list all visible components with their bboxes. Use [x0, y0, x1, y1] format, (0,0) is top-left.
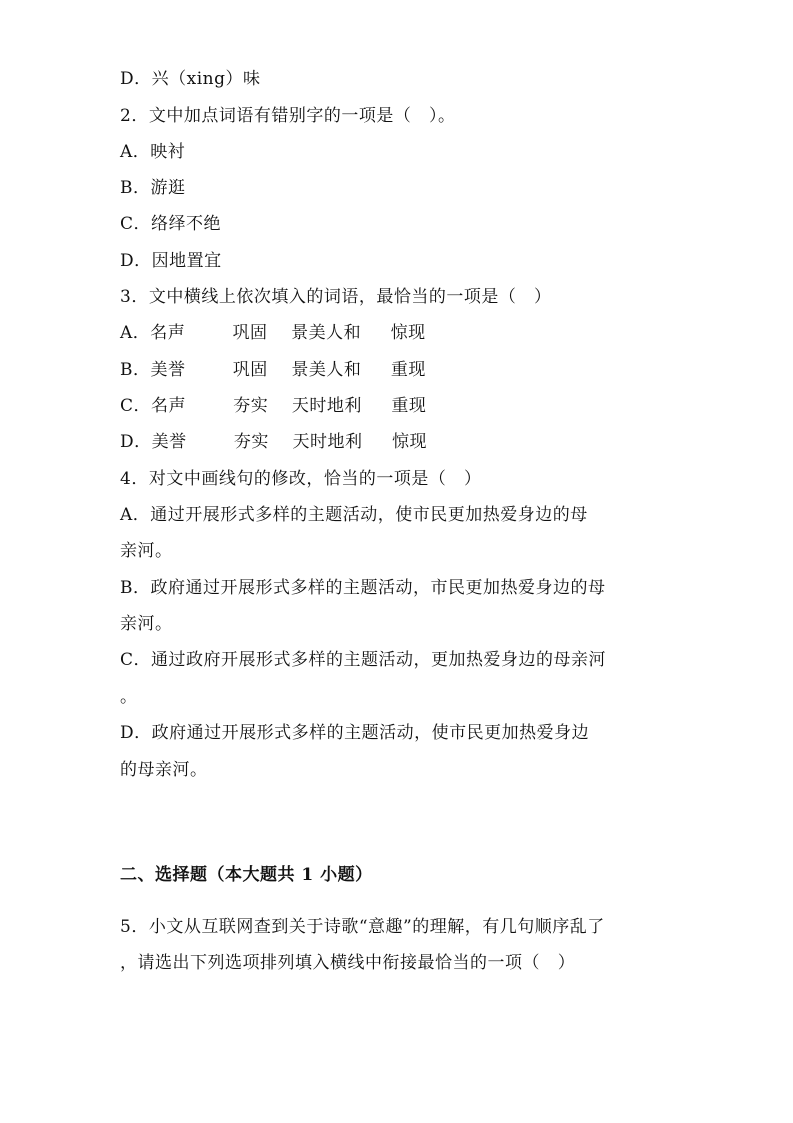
q3-option-b: B．美誉 巩固 景美人和 重现 [120, 360, 426, 380]
q4-option-c-cont: 。 [120, 687, 138, 707]
question-5-stem: 5．小文从互联网查到关于诗歌“意趣”的理解，有几句顺序乱了 [120, 917, 605, 937]
question-5-stem-cont: ，请选出下列选项排列填入横线中衔接最恰当的一项（ ） [120, 953, 576, 973]
q3-option-d: D．美誉 夯实 天时地利 惊现 [120, 432, 427, 452]
section-heading: 二、选择题（本大题共 1 小题） [120, 865, 373, 885]
q4-option-b-cont: 亲河。 [120, 614, 173, 634]
q2-option-b: B．游逛 [120, 178, 186, 198]
q4-option-a-cont: 亲河。 [120, 541, 173, 561]
q4-option-d-cont: 的母亲河。 [120, 760, 208, 780]
question-2-stem: 2．文中加点词语有错别字的一项是（ ）。 [120, 106, 456, 126]
q3-option-a: A．名声 巩固 景美人和 惊现 [120, 323, 426, 343]
q4-option-d: D．政府通过开展形式多样的主题活动，使市民更加热爱身边 [120, 723, 590, 743]
q2-option-d: D．因地置宜 [120, 251, 222, 271]
q2-option-a: A．映衬 [120, 142, 186, 162]
q4-option-b: B．政府通过开展形式多样的主题活动，市民更加热爱身边的母 [120, 578, 606, 598]
q4-option-c: C．通过政府开展形式多样的主题活动，更加热爱身边的母亲河 [120, 650, 607, 670]
question-3-stem: 3．文中横线上依次填入的词语，最恰当的一项是（ ） [120, 287, 552, 307]
option-d-prev-question: D．兴（xing）味 [120, 69, 261, 89]
q4-option-a: A．通过开展形式多样的主题活动，使市民更加热爱身边的母 [120, 505, 588, 525]
question-4-stem: 4．对文中画线句的修改，恰当的一项是（ ） [120, 469, 482, 489]
q3-option-c: C．名声 夯实 天时地利 重现 [120, 396, 427, 416]
q2-option-c: C．络绎不绝 [120, 214, 222, 234]
